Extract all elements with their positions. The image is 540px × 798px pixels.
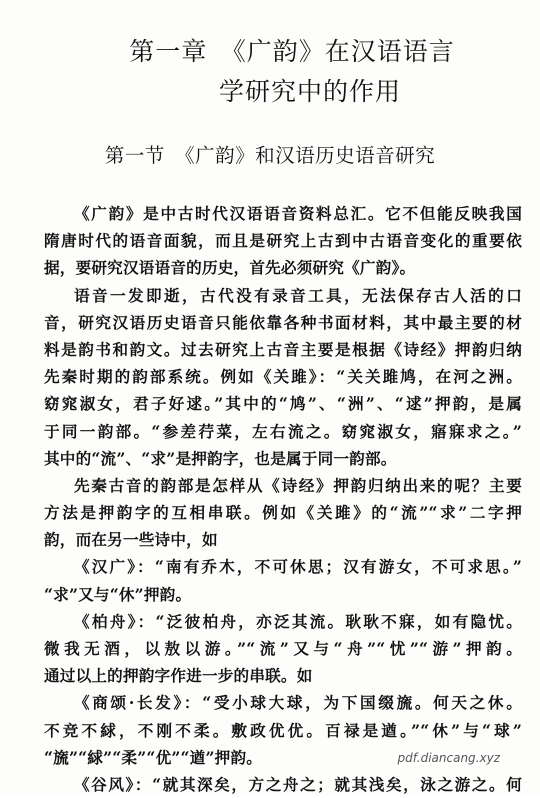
chapter-title-line-1: 第一章 《广韵》在汉语语言 — [129, 37, 455, 66]
body-line: 窈窕淑女，君子好逑。”其中的“鸠”、“洲”、“逑”押韵，是属 — [44, 394, 522, 414]
body-line: “求”又与“休”押韵。 — [44, 584, 192, 604]
body-line: 音，研究汉语历史语音只能依靠各种书面材料，其中最主要的材 — [44, 312, 522, 332]
section-title: 第一节 《广韵》和汉语历史语音研究 — [104, 144, 436, 167]
body-line: 《广韵》是中古时代汉语语音资料总汇。它不但能反映我国 — [74, 204, 522, 223]
body-line: 通过以上的押韵字作进一步的串联。如 — [44, 666, 313, 686]
body-line: 方法是押韵字的互相串联。例如《关雎》的“流”“求”二字押 — [44, 503, 522, 523]
body-line: 《谷风》：“就其深矣，方之舟之；就其浅矣，泳之游之。何 — [74, 774, 522, 794]
body-line: 据，要研究汉语语音的历史，首先必须研究《广韵》。 — [44, 258, 416, 278]
body-line: 不竞不絿，不刚不柔。敷政优优。百禄是遒。”“休”与“球” — [44, 720, 522, 740]
body-line: 《柏舟》：“泛彼柏舟，亦泛其流。耿耿不寐，如有隐忧。 — [74, 611, 522, 631]
body-line: 于同一韵部。“参差荇菜，左右流之。窈窕淑女，寤寐求之。” — [44, 421, 522, 441]
body-line: 隋唐时代的语音面貌，而且是研究上古到中古语音变化的重要依 — [44, 231, 522, 251]
body-line: 微我无酒，以敖以游。”“流”又与“舟”“忧”“游”押韵。 — [44, 639, 522, 658]
body-line: 《汉广》：“南有乔木，不可休思；汉有游女，不可求思。” — [74, 557, 522, 577]
body-line: 料是韵书和韵文。过去研究上古音主要是根据《诗经》押韵归纳 — [44, 339, 522, 359]
body-line: 先秦时期的韵部系统。例如《关雎》：“关关雎鸠，在河之洲。 — [44, 367, 522, 387]
body-text — [44, 200, 522, 798]
chapter-title-line-2: 学研究中的作用 — [218, 77, 401, 106]
body-line: “旒”“絿”“柔”“优”“遒”押韵。 — [44, 747, 263, 767]
body-line: 语音一发即逝，古代没有录音工具，无法保存古人活的口 — [74, 285, 522, 305]
body-line: 韵，而在另一些诗中，如 — [44, 530, 218, 550]
body-line: 先秦古音的韵部是怎样从《诗经》押韵归纳出来的呢？主要 — [74, 475, 522, 495]
watermark-text: pdf.diancang.xyz — [397, 751, 500, 765]
body-line: 其中的“流”、“求”是押韵字，也是属于同一韵部。 — [44, 448, 397, 468]
body-line: 《商颂·长发》：“受小球大球，为下国缀旒。何天之休。 — [74, 693, 522, 713]
